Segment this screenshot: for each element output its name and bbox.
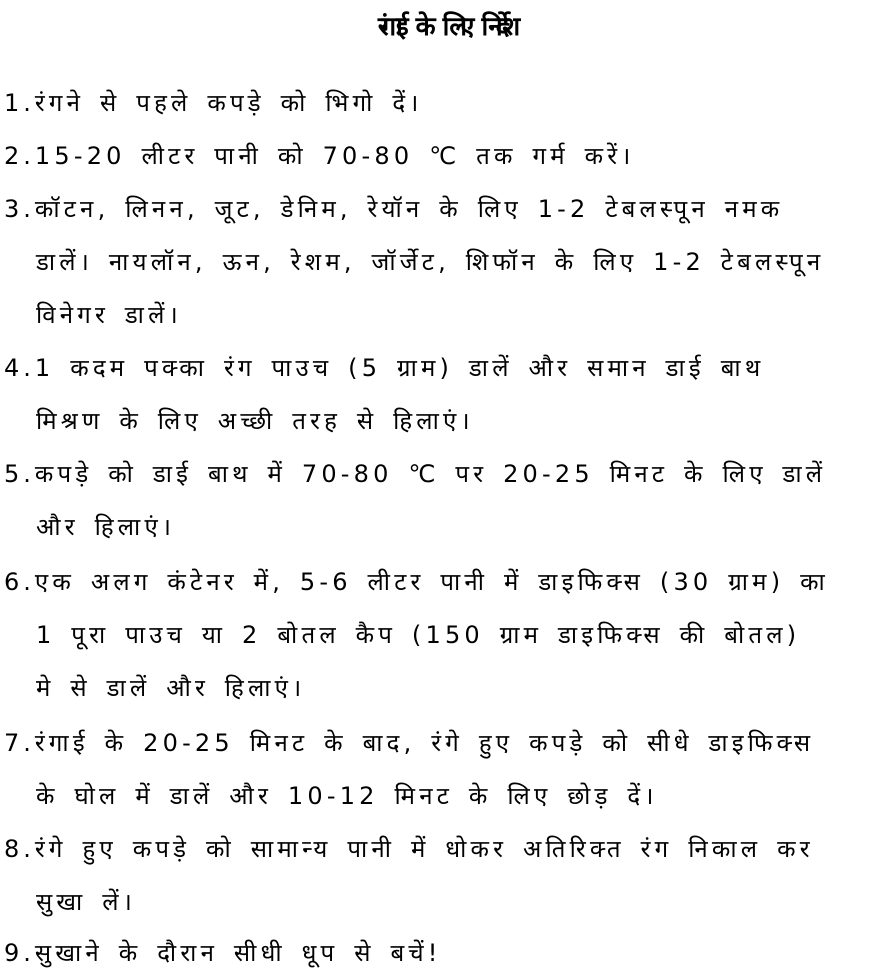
instruction-step-6 <box>4 567 829 597</box>
step-text: एक अलग कंटेनर में, 5-6 लीटर पानी में डाइफिक्स (30 ग्राम) का <box>34 568 829 596</box>
instruction-step-7 <box>4 728 814 758</box>
instruction-step-3 <box>4 194 783 224</box>
step-number: 9. <box>4 939 35 967</box>
step-text: 1 कदम पक्का रंग पाउच (5 ग्राम) डालें और समान डाई बाथ <box>34 354 765 382</box>
step-text: सुखाने के दौरान सीधी धूप से बचें! <box>34 939 442 967</box>
step-number: 8. <box>4 835 35 863</box>
step-number: 2. <box>4 142 35 170</box>
instruction-step-5 <box>4 459 826 489</box>
step-text: कपड़े को डाई बाथ में 70-80 ℃ पर 20-25 मिनट के लिए डालें <box>34 460 827 488</box>
instruction-step-8 <box>4 834 814 864</box>
step-text-continuation: 1 पूरा पाउच या 2 बोतल कैप (150 ग्राम डाइफिक्स की बोतल) <box>36 621 801 649</box>
step-text: रंगाई के 20-25 मिनट के बाद, रंगे हुए कपड़े को सीधे डाइफिक्स <box>34 729 815 757</box>
instruction-step-4 <box>4 353 764 383</box>
step-text-continuation: डालें। नायलॉन, ऊन, रेशम, जॉर्जेट, शिफॉन के लिए 1-2 टेबलस्पून <box>36 248 825 276</box>
step-text-continuation: के घोल में डालें और 10-12 मिनट के लिए छोड़ दें। <box>36 782 658 810</box>
step-text: 15-20 लीटर पानी को 70-80 ℃ तक गर्म करें। <box>34 142 635 170</box>
step-number: 1. <box>4 89 35 117</box>
step-text-continuation: और हिलाएं। <box>36 513 176 541</box>
instruction-step-9 <box>4 938 442 968</box>
step-text-continuation: सुखा लें। <box>36 888 137 916</box>
step-text-continuation: विनेगर डालें। <box>36 301 182 329</box>
step-number: 7. <box>4 729 35 757</box>
step-text: रंगने से पहले कपड़े को भिगो दें। <box>34 89 423 117</box>
page-title: रंगाई के लिए निर्देश <box>377 12 514 42</box>
step-text: कॉटन, लिनन, जूट, डेनिम, रेयॉन के लिए 1-2 टेबलस्पून नमक <box>34 195 784 223</box>
step-text-continuation: मे से डालें और हिलाएं। <box>36 674 306 702</box>
step-number: 4. <box>4 354 35 382</box>
step-number: 3. <box>4 195 35 223</box>
step-text: रंगे हुए कपड़े को सामान्य पानी में धोकर अतिरिक्त रंग निकाल कर <box>34 835 814 863</box>
step-number: 5. <box>4 460 35 488</box>
step-number: 6. <box>4 568 35 596</box>
instruction-step-1 <box>4 88 423 118</box>
step-text-continuation: मिश्रण के लिए अच्छी तरह से हिलाएं। <box>36 407 474 435</box>
instruction-step-2 <box>4 141 635 171</box>
